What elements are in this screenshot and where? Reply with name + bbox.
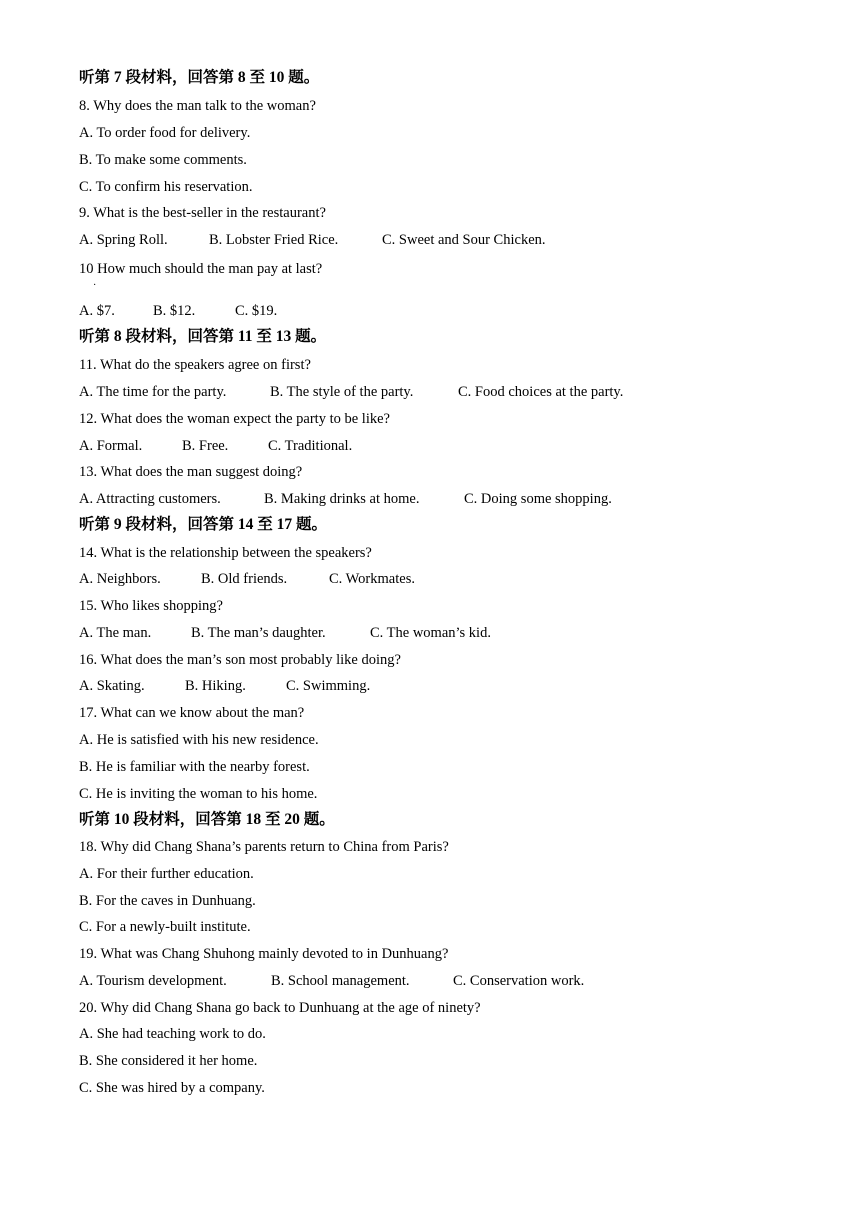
answer-option: A. Formal. [79,438,143,454]
options-row [79,382,623,402]
answer-option: C. She was hired by a company. [79,1080,265,1096]
answer-option: B. Old friends. [201,571,288,587]
answer-option: A. Spring Roll. [79,232,168,248]
answer-option: C. Doing some shopping. [464,491,612,507]
answer-option: A. $7. [79,303,115,319]
answer-option: B. Free. [182,438,229,454]
options-row [79,489,612,509]
answer-option: A. For their further education. [79,866,254,882]
answer-option: A. He is satisfied with his new residence. [79,732,319,748]
answer-option: A. Attracting customers. [79,491,221,507]
section-heading: 听第 7 段材料，回答第 8 至 10 题。 [79,69,320,86]
answer-option: C. He is inviting the woman to his home. [79,786,318,802]
answer-option: B. She considered it her home. [79,1053,258,1069]
question-text: 16. What does the man’s son most probably like doing? [79,652,401,668]
answer-option: B. The man’s daughter. [191,625,326,641]
answer-option: B. Making drinks at home. [264,491,420,507]
answer-option: C. Workmates. [329,571,415,587]
answer-option: C. For a newly-built institute. [79,919,251,935]
answer-option: B. For the caves in Dunhuang. [79,893,256,909]
answer-option: C. Food choices at the party. [458,384,624,400]
answer-option: B. School management. [271,973,410,989]
question-text: 9. What is the best-seller in the restaurant? [79,205,326,221]
question-text: 14. What is the relationship between the speakers? [79,545,372,561]
answer-option: A. To order food for delivery. [79,125,251,141]
question-text: 15. Who likes shopping? [79,598,223,614]
question-text: 18. Why did Chang Shana’s parents return to China from Paris? [79,839,449,855]
question-text: 20. Why did Chang Shana go back to Dunhuang at the age of ninety? [79,1000,481,1016]
stray-mark: · [93,280,97,291]
options-row [79,623,491,643]
options-row [79,569,415,589]
question-text: 12. What does the woman expect the party to be like? [79,411,390,427]
answer-option: C. $19. [235,303,278,319]
answer-option: C. Sweet and Sour Chicken. [382,232,546,248]
answer-option: B. $12. [153,303,196,319]
options-row [79,971,584,991]
answer-option: B. He is familiar with the nearby forest. [79,759,310,775]
options-row [79,436,352,456]
answer-option: C. Swimming. [286,678,371,694]
answer-option: A. Neighbors. [79,571,161,587]
section-heading: 听第 8 段材料，回答第 11 至 13 题。 [79,328,327,345]
question-text: 11. What do the speakers agree on first? [79,357,311,373]
options-row [79,301,277,321]
answer-option: B. Lobster Fried Rice. [209,232,339,248]
answer-option: B. Hiking. [185,678,246,694]
question-text: 8. Why does the man talk to the woman? [79,98,316,114]
answer-option: A. She had teaching work to do. [79,1026,266,1042]
section-heading: 听第 10 段材料，回答第 18 至 20 题。 [79,811,335,828]
section-heading: 听第 9 段材料，回答第 14 至 17 题。 [79,516,328,533]
answer-option: B. To make some comments. [79,152,247,168]
answer-option: A. Skating. [79,678,145,694]
question-text: 19. What was Chang Shuhong mainly devoted to in Dunhuang? [79,946,449,962]
options-row [79,676,370,696]
question-text: 17. What can we know about the man? [79,705,305,721]
answer-option: C. Traditional. [268,438,353,454]
question-text: 13. What does the man suggest doing? [79,464,303,480]
answer-option: A. Tourism development. [79,973,227,989]
answer-option: C. The woman’s kid. [370,625,491,641]
answer-option: C. Conservation work. [453,973,585,989]
answer-option: C. To confirm his reservation. [79,179,253,195]
answer-option: A. The man. [79,625,152,641]
answer-option: A. The time for the party. [79,384,227,400]
question-text: 10 How much should the man pay at last? [79,261,323,277]
answer-option: B. The style of the party. [270,384,414,400]
options-row [79,230,546,250]
